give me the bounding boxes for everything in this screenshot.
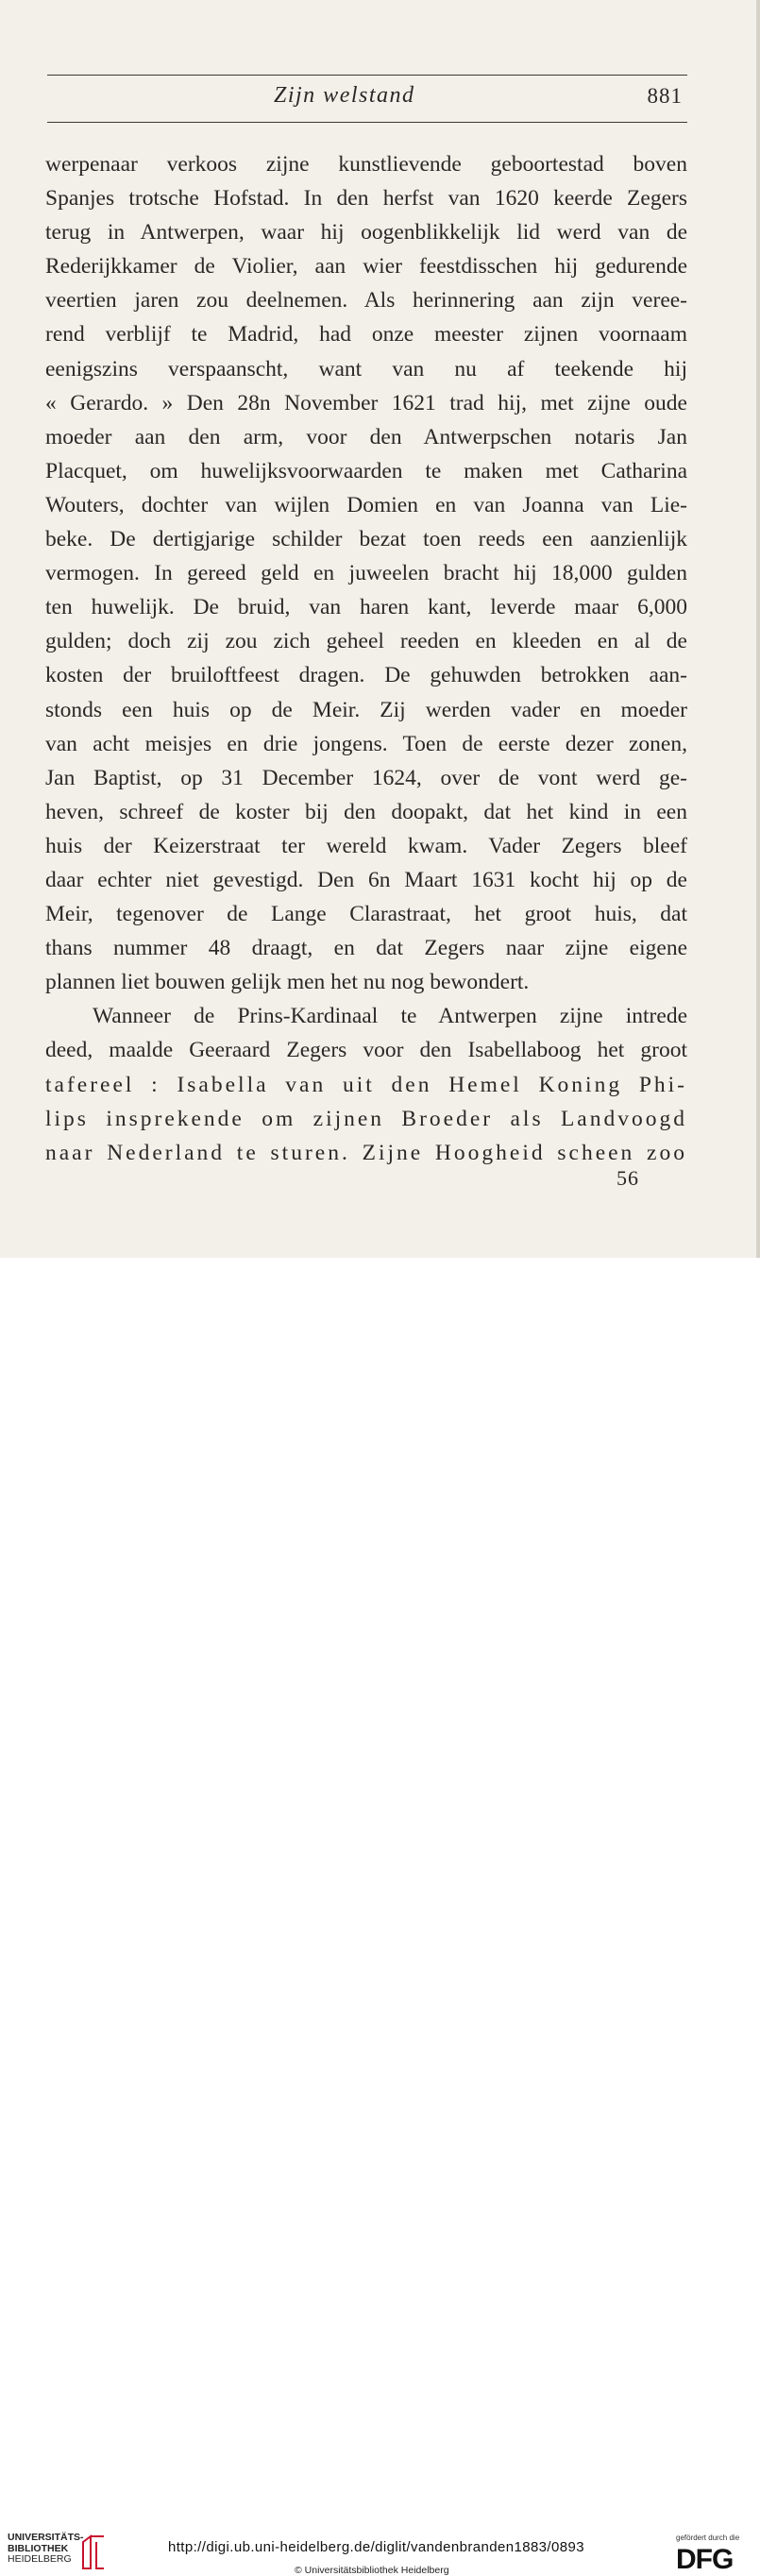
university-library-logo — [8, 2533, 84, 2566]
header-rule-bottom — [47, 122, 687, 123]
text-line: gulden; doch zij zou zich geheel reeden en kleeden en al de — [45, 629, 687, 654]
text-line: daar echter niet gevestigd. Den 6n Maart 1631 kocht hij op de — [45, 867, 687, 892]
document-url-link[interactable]: http://digi.ub.uni-heidelberg.de/diglit/vandenbranden1883/0893 — [168, 2539, 584, 2555]
text-line: stonds een huis op de Meir. Zij werden vader en moeder — [45, 697, 687, 722]
text-line-paragraph-start: Wanneer de Prins-Kardinaal te Antwerpen zijne intrede — [93, 1004, 687, 1029]
text-line: Spanjes trotsche Hofstad. In den herfst van 1620 keerde Zegers — [45, 186, 687, 212]
text-line: heven, schreef de koster bij den doopakt, dat het kind in een — [45, 799, 687, 824]
text-line-paragraph-end: plannen liet bouwen gelijk men het nu nog bewondert. — [45, 970, 530, 995]
library-name-line2: BIBLIOTHEK — [8, 2542, 69, 2554]
text-line: rend verblijf te Madrid, had onze meester zijnen voornaam — [45, 322, 687, 347]
text-line: terug in Antwerpen, waar hij oogenblikkelijk lid werd van de — [45, 220, 687, 246]
text-line: eenigszins verspaanscht, want van nu af teekende hij — [45, 356, 687, 381]
page-number: 881 — [647, 84, 683, 108]
header-rule-top — [47, 75, 687, 76]
text-line: Placquet, om huwelijksvoorwaarden te maken met Catharina — [45, 458, 687, 483]
signature-folio: 56 — [616, 1166, 639, 1190]
scanned-page — [0, 0, 760, 1258]
funding-note: gefördert durch die — [676, 2534, 740, 2542]
copyright-notice: © Universitätsbibliothek Heidelberg — [295, 2565, 449, 2576]
text-line: Meir, tegenover de Lange Clarastraat, het groot huis, dat — [45, 902, 687, 927]
text-line: Jan Baptist, op 31 December 1624, over de vont werd ge- — [45, 765, 687, 790]
running-title: Zijn welstand — [274, 83, 415, 108]
text-line: werpenaar verkoos zijne kunstlievende geboortestad boven — [45, 152, 687, 177]
text-line: ten huwelijk. De bruid, van haren kant, leverde maar 6,000 — [45, 595, 687, 620]
library-logo-mark-icon — [77, 2533, 106, 2572]
text-line: deed, maalde Geeraard Zegers voor den Isabellaboog het groot — [45, 1038, 687, 1063]
library-name-line3: HEIDELBERG — [8, 2553, 72, 2565]
body-text — [45, 147, 687, 1170]
text-line: Rederijkkamer de Violier, aan wier feestdisschen hij gedurende — [45, 254, 687, 280]
text-line: beke. De dertigjarige schilder bezat toen reeds een aanzienlijk — [45, 527, 687, 552]
text-line: « Gerardo. » Den 28n November 1621 trad hij, met zijne oude — [45, 390, 687, 415]
text-line: thans nummer 48 draagt, en dat Zegers naar zijne eigene — [45, 936, 687, 961]
text-line: vermogen. In gereed geld en juweelen bracht hij 18,000 gulden — [45, 561, 687, 586]
text-line: huis der Keizerstraat ter wereld kwam. Vader Zegers bleef — [45, 833, 687, 858]
page-edge — [756, 0, 760, 1258]
text-line-letterspaced: lips insprekende om zijnen Broeder als Landvoogd — [45, 1106, 687, 1131]
dfg-logo: DFG — [676, 2544, 734, 2575]
library-name-line1: UNIVERSITÄTS- — [8, 2532, 84, 2543]
text-line: kosten der bruiloftfeest dragen. De gehuwden betrokken aan- — [45, 663, 687, 688]
text-line: van acht meisjes en drie jongens. Toen de eerste dezer zonen, — [45, 731, 687, 756]
text-line: moeder aan den arm, voor den Antwerpschen notaris Jan — [45, 424, 687, 449]
text-line-letterspaced: naar Nederland te sturen. Zijne Hoogheid scheen zoo — [45, 1140, 687, 1165]
text-line: veertien jaren zou deelnemen. Als herinnering aan zijn veree- — [45, 288, 687, 314]
repository-footer — [0, 1258, 760, 2576]
text-line: Wouters, dochter van wijlen Domien en van Joanna van Lie- — [45, 492, 687, 517]
text-line-letterspaced: tafereel : Isabella van uit den Hemel Koning Phi- — [45, 1072, 687, 1097]
